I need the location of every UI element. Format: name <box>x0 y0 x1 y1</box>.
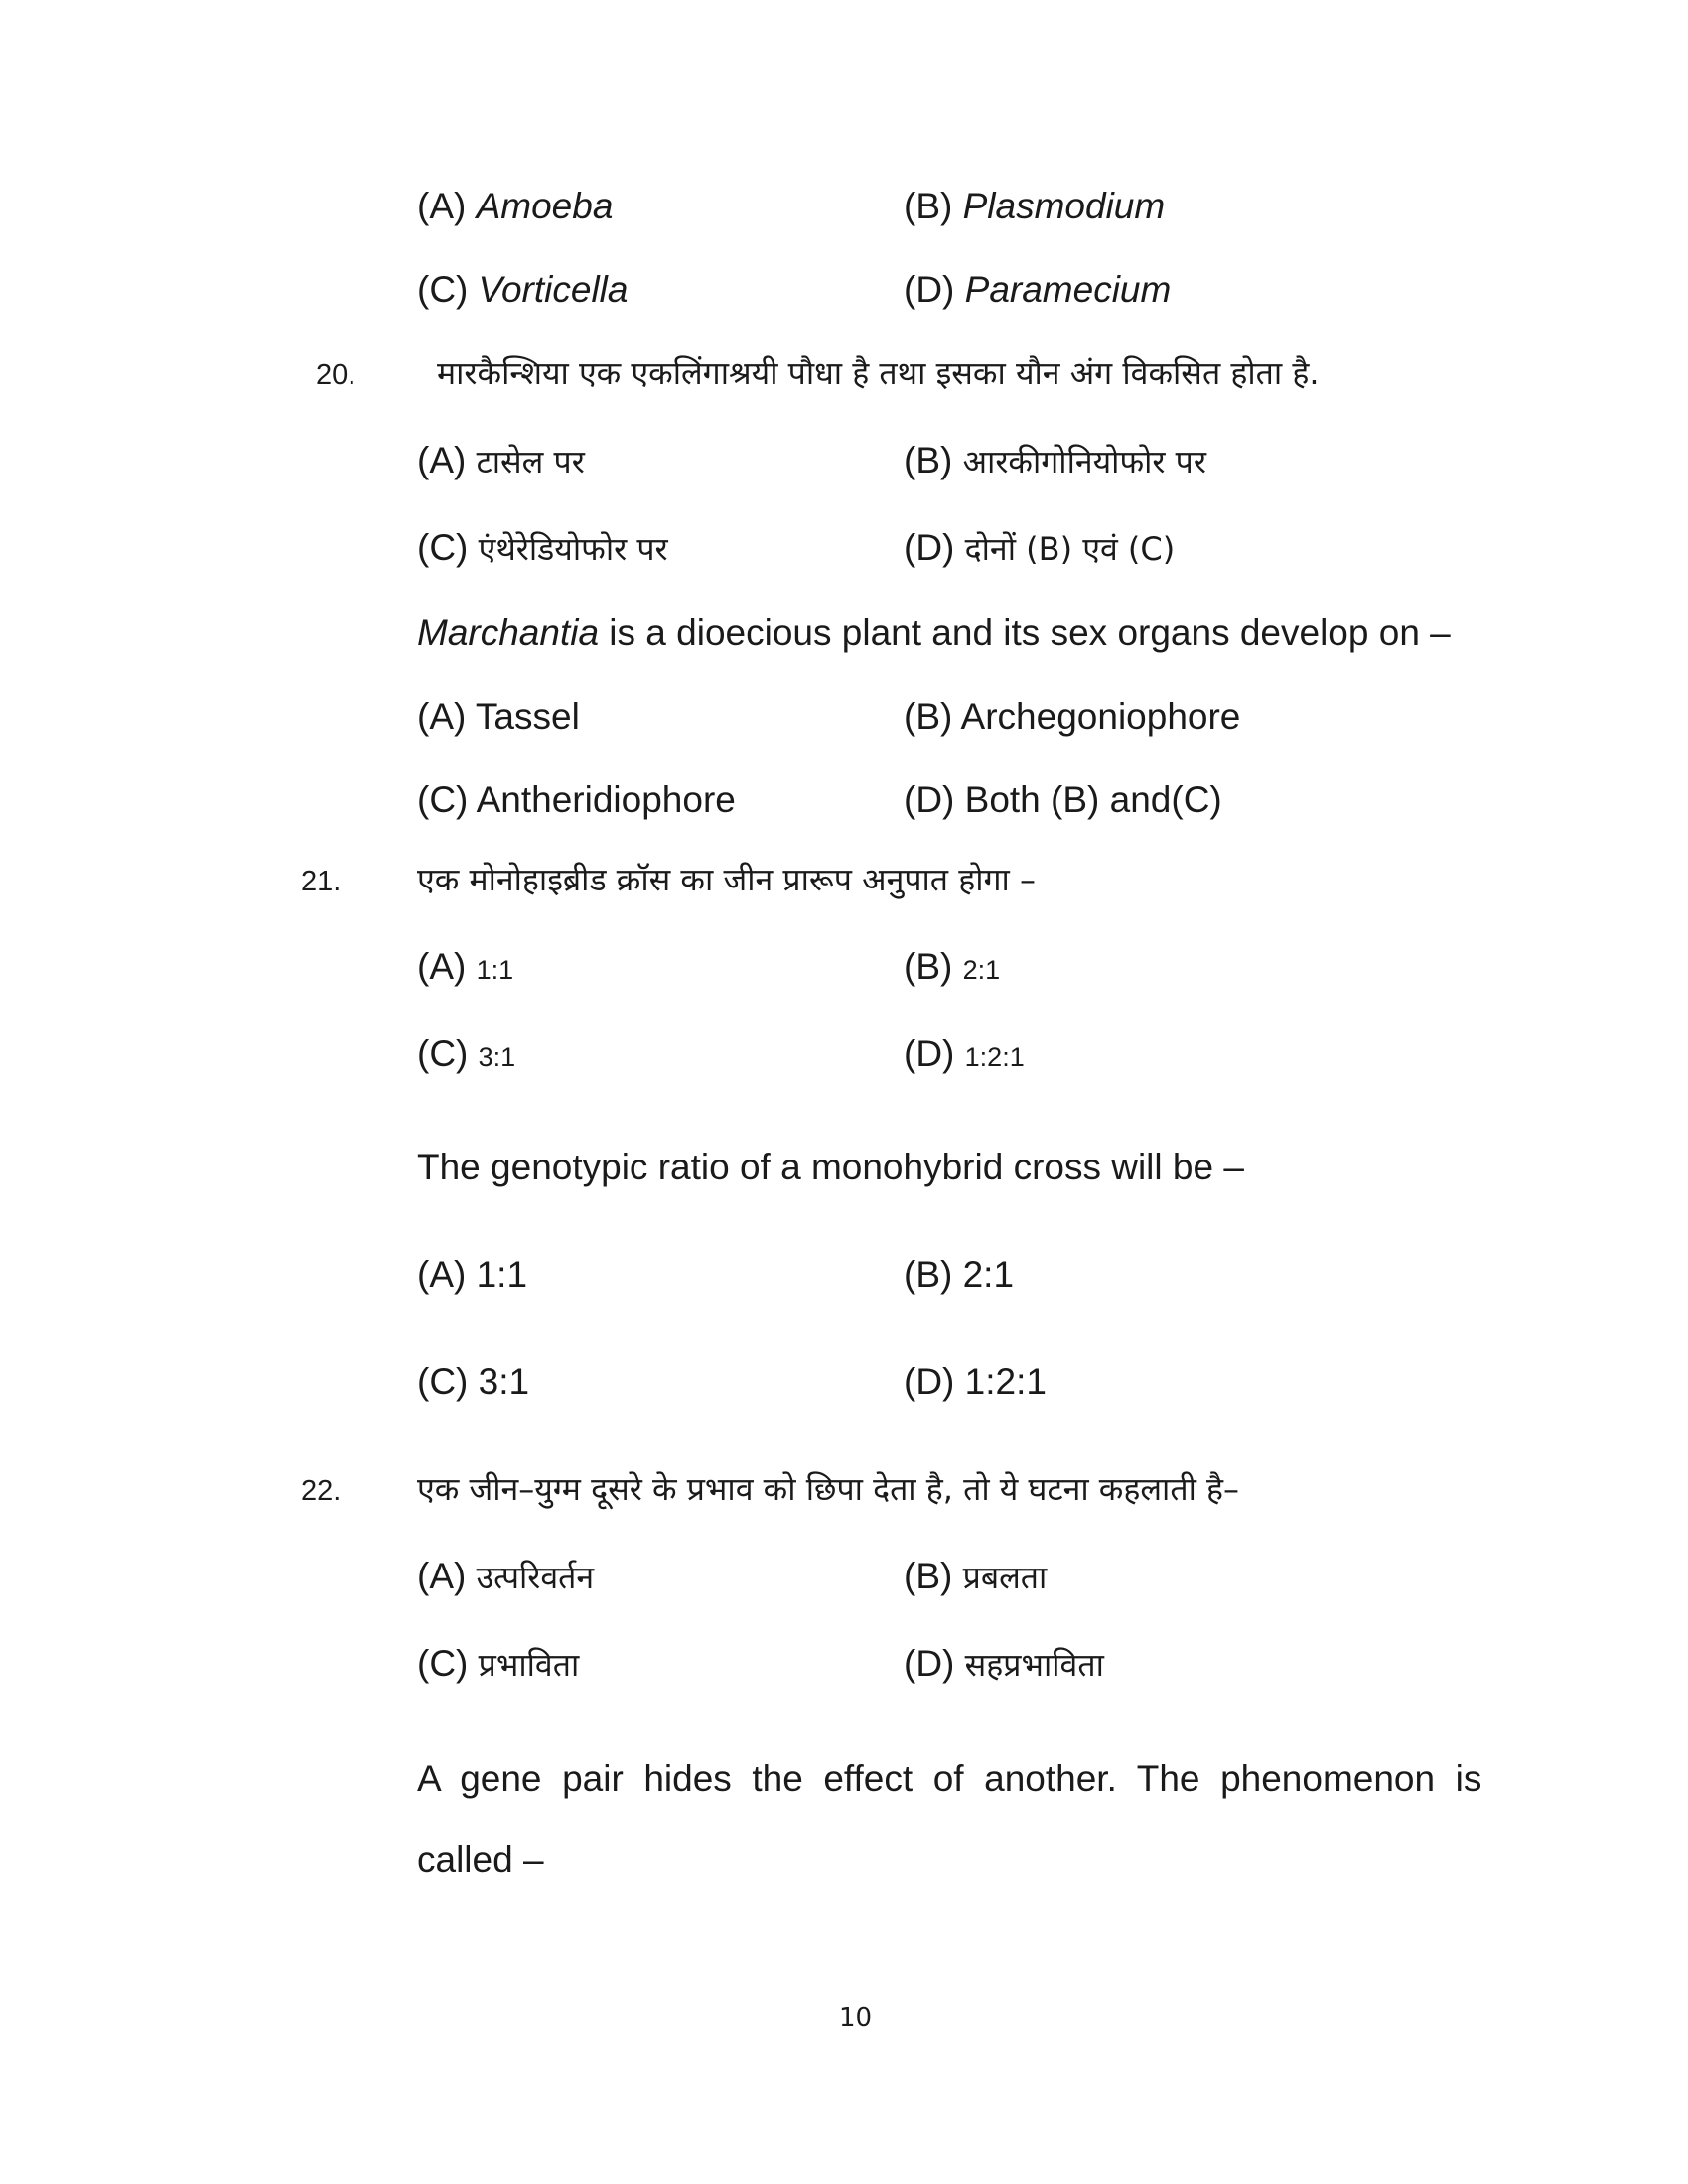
option-text: दोनों (B) एवं (C) <box>964 530 1176 568</box>
q20-hindi-option-d <box>904 526 1175 571</box>
q21-hindi-option-c <box>417 1032 515 1079</box>
option-text: सहप्रभाविता <box>964 1646 1104 1684</box>
question-20-english <box>417 612 1451 655</box>
option-label: (D) <box>904 1033 955 1074</box>
option-text: प्रभाविता <box>478 1646 580 1684</box>
option-label: (D) <box>904 269 955 310</box>
option-text: 3:1 <box>478 1042 516 1072</box>
question-21-hindi: एक मोनोहाइब्रीड क्रॉस का जीन प्रारूप अनुपात होगा – <box>417 861 1036 898</box>
question-22-english-line-2: called – <box>417 1840 544 1880</box>
option-label: (C) <box>417 1643 469 1684</box>
q21-hindi-option-b <box>904 945 1000 992</box>
option-text: प्रबलता <box>962 1559 1048 1596</box>
question-22-english-line-1: A gene pair hides the effect of another. The phenomenon is <box>417 1758 1482 1799</box>
option-text: उत्परिवर्तन <box>476 1559 595 1596</box>
option-text: आरकीगोनियोफोर पर <box>962 443 1206 480</box>
q20-english-option-d: (D) Both (B) and(C) <box>904 779 1222 820</box>
question-22-hindi: एक जीन–युग्म दूसरे के प्रभाव को छिपा देता है, तो ये घटना कहलाती है– <box>417 1470 1240 1508</box>
option-text: Plasmodium <box>962 186 1166 226</box>
q20-english-option-b: (B) Archegoniophore <box>904 696 1241 737</box>
option-label: (C) <box>417 1033 469 1074</box>
q22-hindi-option-d <box>904 1642 1104 1687</box>
option-label: (A) <box>417 186 467 226</box>
option-label: (B) <box>904 1556 953 1596</box>
option-label: (B) <box>904 186 953 226</box>
option-label: (D) <box>904 527 955 568</box>
option-label: (A) <box>417 440 467 480</box>
q21-hindi-option-d <box>904 1032 1025 1079</box>
question-text: is a dioecious plant and its sex organs develop on – <box>599 613 1451 653</box>
option-label: (D) <box>904 1643 955 1684</box>
option-label: (C) <box>417 527 469 568</box>
q20-english-option-c: (C) Antheridiophore <box>417 779 736 820</box>
option-text: एंथेरेडियोफोर पर <box>478 530 668 568</box>
q21-english-option-a: (A) 1:1 <box>417 1254 528 1295</box>
option-text: Amoeba <box>476 186 614 226</box>
page-number: 10 <box>839 2003 873 2033</box>
option-label: (B) <box>904 946 953 987</box>
option-text: Vorticella <box>478 269 629 310</box>
question-number-21: 21. <box>301 866 342 897</box>
question-21-english: The genotypic ratio of a monohybrid cross will be – <box>417 1147 1244 1187</box>
q20-english-option-a: (A) Tassel <box>417 696 580 737</box>
question-number-22: 22. <box>301 1475 342 1507</box>
q20-hindi-option-c <box>417 526 668 571</box>
q21-english-option-c: (C) 3:1 <box>417 1361 530 1402</box>
option-text: टासेल पर <box>476 443 585 480</box>
option-c <box>417 268 628 312</box>
q21-english-option-b: (B) 2:1 <box>904 1254 1015 1295</box>
option-d <box>904 268 1171 312</box>
q21-hindi-option-a <box>417 945 513 992</box>
option-text: 1:1 <box>476 955 514 985</box>
q21-english-option-d: (D) 1:2:1 <box>904 1361 1047 1402</box>
option-text: Paramecium <box>964 269 1172 310</box>
q22-hindi-option-c <box>417 1642 579 1687</box>
option-text: 1:2:1 <box>964 1042 1025 1072</box>
option-label: (A) <box>417 1556 467 1596</box>
question-20-hindi: मारकैन्शिया एक एकलिंगाश्रयी पौधा है तथा इसका यौन अंग विकसित होता है. <box>437 354 1320 392</box>
option-label: (C) <box>417 269 469 310</box>
option-label: (A) <box>417 946 467 987</box>
q22-hindi-option-b <box>904 1555 1047 1599</box>
option-a <box>417 185 613 228</box>
q20-hindi-option-a <box>417 439 585 483</box>
q20-hindi-option-b <box>904 439 1206 483</box>
option-text: 2:1 <box>962 955 1001 985</box>
question-italic-term: Marchantia <box>417 613 600 653</box>
question-number-20: 20. <box>316 359 356 391</box>
option-label: (B) <box>904 440 953 480</box>
option-b <box>904 185 1165 228</box>
q22-hindi-option-a <box>417 1555 594 1599</box>
